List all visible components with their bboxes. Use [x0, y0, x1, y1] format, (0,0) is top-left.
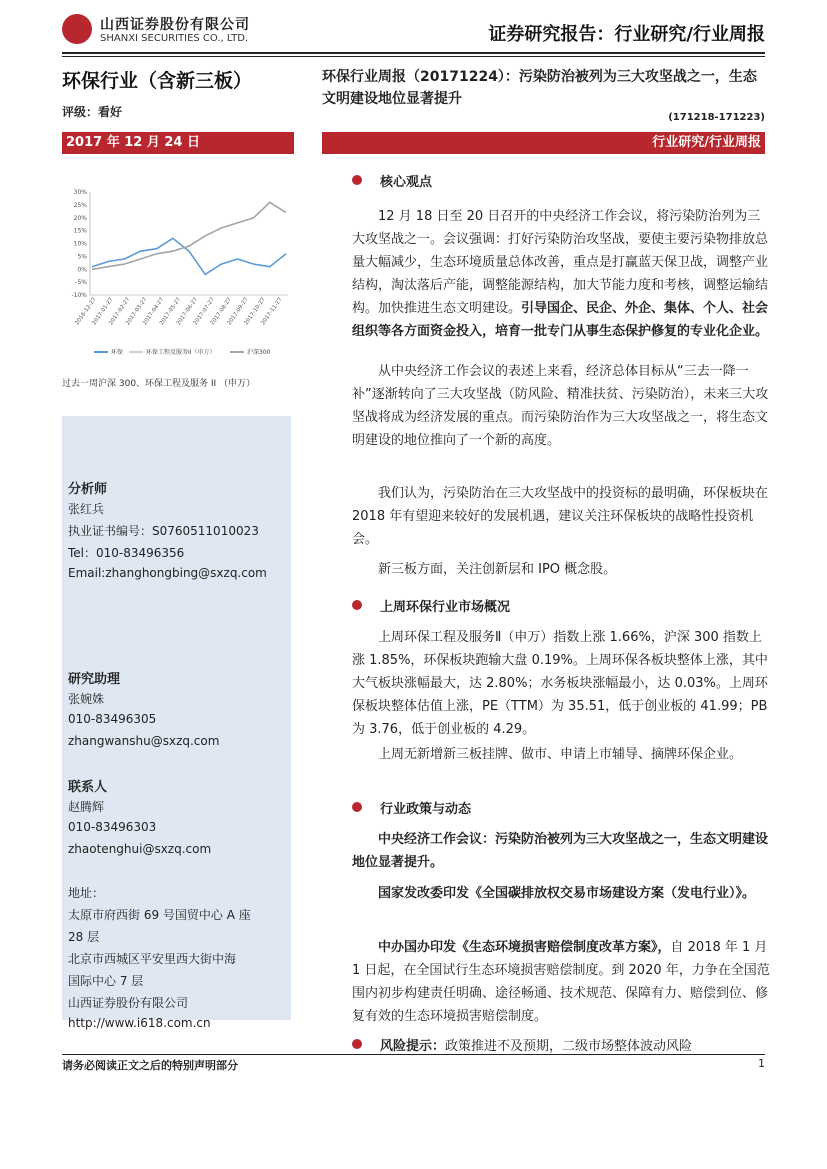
legend-label: 沪深300 [247, 349, 271, 356]
report-category: 行业研究/行业周报 [322, 132, 765, 154]
risk-title [380, 1035, 692, 1054]
rating: 评级：看好 [62, 105, 123, 119]
address-line: 28 层 [68, 930, 100, 944]
y-tick-label: -10% [71, 292, 87, 299]
assistant-name: 张婉姝 [68, 692, 105, 706]
analyst-name: 张红兵 [68, 502, 105, 516]
header-divider [62, 52, 765, 54]
section-bullet-icon [352, 600, 362, 610]
y-tick-label: 30% [73, 189, 87, 196]
paragraph: 上周环保工程及服务Ⅱ（申万）指数上涨 1.66%，沪深 300 指数上涨 1.85%，环保板块跑输大盘 0.19%。上周环保各板块整体上涨，其中大气板块涨幅最大，达 2.80%；水务板块涨幅最小，达 0.03%。上周环保板块整体估值上涨，PE（TTM）为 35.51，低于创业板的 41.99；PB 为 3.76，低于创业板的 4.29。 [352, 630, 768, 737]
date-range: (171218-171223) [668, 112, 765, 123]
contact-name: 赵腾辉 [68, 800, 105, 814]
paragraph: 我们认为，污染防治在三大攻坚战中的投资标的最明确，环保板块在 2018 年有望迎来较好的发展机遇，建议关注环保板块的战略性投资机会。 [352, 486, 769, 547]
report-type: 证券研究报告：行业研究/行业周报 [488, 24, 765, 45]
assistant-tel: 010-83496305 [68, 712, 157, 726]
index-performance-chart [62, 180, 294, 370]
risk-text: 政策推进不及预期，二级市场整体波动风险 [445, 1039, 693, 1054]
contact-email[interactable]: zhaotenghui@sxzq.com [68, 842, 212, 856]
address-line: 国际中心 7 层 [68, 974, 144, 988]
x-tick-label: 2017-06-27 [175, 296, 200, 327]
sector-name: 环保行业（含新三板） [62, 70, 253, 92]
x-tick-label: 2017-09-27 [226, 296, 250, 327]
paragraph: 新三板方面，关注创新层和 IPO 概念股。 [378, 562, 617, 577]
contact-heading: 联系人 [68, 780, 108, 795]
paragraph-text: 12 月 18 日至 20 日召开的中央经济工作会议，将污染防治列为三大攻坚战之一。会议强调：打好污染防治攻坚战，要使主要污染物排放总量大幅减少，生态环境质量总体改善，重点是打赢蓝天保卫战，调整产业结构，淘汰落后产能，调整能源结构，加大节能力度和考核，调整运输结构。加快推进生态文明建设。 [352, 209, 769, 316]
paragraph-emphasis: 中办国办印发《生态环境损害赔偿制度改革方案》， [378, 940, 671, 955]
y-tick-label: 15% [73, 227, 87, 235]
paragraph [352, 205, 770, 343]
analyst-email[interactable]: Email:zhanghongbing@sxzq.com [68, 566, 267, 580]
assistant-email[interactable]: zhangwanshu@sxzq.com [68, 734, 220, 748]
y-tick-label: 20% [73, 214, 87, 222]
paragraph: 上周无新增新三板挂牌、做市、申请上市辅导、摘牌环保企业。 [378, 747, 743, 762]
x-tick-label: 2017-04-27 [142, 296, 166, 327]
y-tick-label: 0% [77, 266, 87, 274]
report-title: 环保行业周报（20171224）：污染防治被列为三大攻坚战之一，生态文明建设地位显著提升 [322, 69, 757, 107]
header-divider-thin [62, 56, 765, 57]
y-tick-label: 5% [77, 253, 87, 261]
x-tick-label: 2017-01-27 [91, 296, 115, 327]
x-tick-label: 2016-12-27 [74, 296, 98, 327]
series-line [92, 238, 286, 274]
paragraph: 从中央经济工作会议的表述上来看，经济总体目标从“三去一降一补”逐渐转向了三大攻坚战（防风险、精准扶贫、污染防治），未来三大攻坚战将成为经济发展的重点。而污染防治作为三大攻坚战之一，将生态文明建设的地位推向了一个新的高度。 [352, 364, 769, 448]
x-tick-label: 2017-11-27 [260, 296, 284, 327]
section-bullet-icon [352, 175, 362, 185]
section-bullet-icon [352, 802, 362, 812]
analyst-tel: Tel：010-83496356 [68, 546, 185, 560]
website-link[interactable]: http://www.i618.com.cn [68, 1016, 211, 1030]
paragraph-bold: 中央经济工作会议：污染防治被列为三大攻坚战之一，生态文明建设地位显著提升。 [352, 832, 769, 870]
address-line: 太原市府西街 69 号国贸中心 A 座 [68, 908, 251, 922]
legend-label: 环保 [111, 349, 124, 356]
section-title: 上周环保行业市场概况 [380, 600, 511, 615]
x-tick-label: 2017-02-27 [108, 296, 132, 327]
paragraph-emphasis: 引导国企、民企、外企、集体、个人、社会组织等各方面资金投入，培育一批专门从事生态保护修复的专业化企业。 [352, 301, 769, 339]
x-tick-label: 2017-07-27 [192, 296, 217, 327]
y-tick-label: 10% [73, 240, 87, 248]
analyst-cert: 执业证书编号：S0760511010023 [68, 524, 259, 538]
page-number: 1 [758, 1057, 765, 1070]
analyst-heading: 分析师 [68, 482, 108, 497]
assistant-heading: 研究助理 [68, 672, 121, 687]
address-company: 山西证券股份有限公司 [68, 996, 189, 1010]
section-bullet-icon [352, 1039, 362, 1049]
footer-divider [62, 1054, 765, 1055]
chart-caption: 过去一周沪深 300、环保工程及服务 II （申万） [62, 379, 256, 389]
y-tick-label: 25% [73, 201, 87, 209]
risk-label: 风险提示： [380, 1039, 446, 1054]
address-line: 北京市西城区平安里西大街中海 [68, 952, 237, 966]
x-tick-label: 2017-05-27 [158, 296, 183, 327]
paragraph [352, 936, 770, 1028]
x-tick-label: 2017-08-27 [209, 296, 233, 327]
report-date: 2017 年 12 月 24 日 [62, 132, 294, 154]
address-heading: 地址： [68, 886, 105, 900]
contact-tel: 010-83496303 [68, 820, 157, 834]
x-tick-label: 2017-10-27 [243, 296, 267, 327]
section-title: 行业政策与动态 [380, 802, 472, 817]
company-logo [62, 14, 92, 44]
paragraph-bold: 国家发改委印发《全国碳排放权交易市场建设方案（发电行业）》。 [378, 886, 756, 901]
y-tick-label: -5% [75, 279, 87, 287]
section-title: 核心观点 [380, 175, 433, 190]
x-tick-label: 2017-03-27 [125, 296, 149, 327]
paragraph-text: 自 2018 年 1 月 1 日起，在全国试行生态环境损害赔偿制度。到 2020 年，力争在全国范围内初步构建责任明确、途径畅通、技术规范、保障有力、赔偿到位、修复有效的生态环境损害赔偿制度。 [352, 940, 770, 1024]
company-name-cn: 山西证券股份有限公司 [100, 17, 250, 33]
footer-disclaimer: 请务必阅读正文之后的特别声明部分 [62, 1059, 238, 1072]
company-name-en: SHANXI SECURITIES CO., LTD. [100, 33, 249, 44]
legend-label: 环保工程及服务II（申万） [146, 349, 216, 356]
